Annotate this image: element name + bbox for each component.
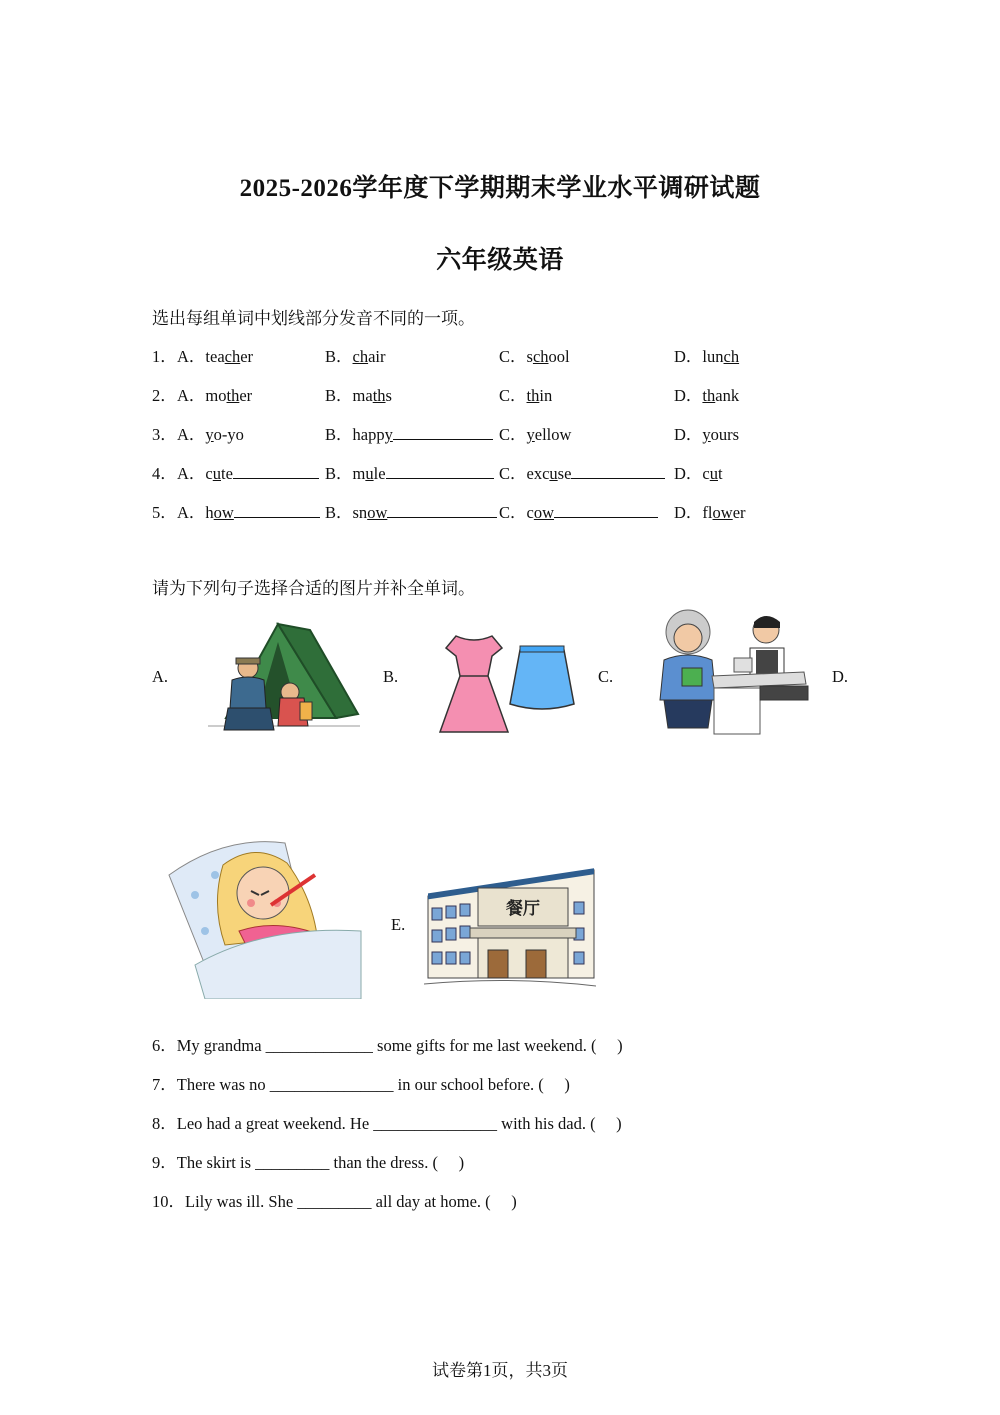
word-part: m xyxy=(352,464,366,483)
option-b[interactable] xyxy=(325,382,392,406)
word-part: fl xyxy=(702,503,713,522)
option-c[interactable] xyxy=(499,421,571,445)
option-label: A． xyxy=(177,425,206,444)
word-part: c xyxy=(205,464,213,483)
option-a[interactable] xyxy=(177,382,252,406)
answer-line xyxy=(571,464,665,479)
option-label: C． xyxy=(499,347,527,366)
underlined-letters: ow xyxy=(213,503,234,522)
word-part: le xyxy=(373,464,386,483)
option-label: D． xyxy=(674,425,703,444)
question-row xyxy=(152,421,852,445)
exam-title: 2025-2026学年度下学期期末学业水平调研试题 xyxy=(239,175,761,202)
question-row xyxy=(152,499,852,523)
option-label: B． xyxy=(325,386,353,405)
underlined-letters: ow xyxy=(712,503,733,522)
question-number: 5． xyxy=(152,503,177,522)
word-part: tea xyxy=(205,347,225,366)
word-part: ma xyxy=(352,386,373,405)
sentence-7: 7．There was no _______________ in our school before. ( ) xyxy=(152,1075,570,1094)
option-label: C． xyxy=(499,425,527,444)
grandma-shopping-picture xyxy=(654,608,810,736)
answer-line xyxy=(387,503,497,518)
question-number: 3． xyxy=(152,425,177,444)
word-part: er xyxy=(732,503,746,522)
option-a[interactable] xyxy=(177,421,244,445)
answer-line xyxy=(234,503,320,518)
word-part: o-yo xyxy=(213,425,244,444)
answer-line xyxy=(554,503,658,518)
option-d[interactable] xyxy=(674,421,739,445)
option-b[interactable] xyxy=(325,499,497,523)
option-c[interactable] xyxy=(499,499,658,523)
option-c[interactable] xyxy=(499,382,552,406)
sentence-6: 6．My grandma _____________ some gifts for me last weekend. ( ) xyxy=(152,1036,623,1055)
picture-label-c: C. xyxy=(598,667,614,686)
option-a[interactable] xyxy=(177,499,320,523)
option-b[interactable] xyxy=(325,343,386,367)
option-label: A． xyxy=(177,503,206,522)
underlined-letters: ow xyxy=(367,503,388,522)
picture-label-d: D. xyxy=(832,667,849,686)
word-part: air xyxy=(368,347,386,366)
option-label: D． xyxy=(674,347,703,366)
page-footer: 试卷第1页，共3页 xyxy=(432,1361,568,1380)
canteen-sign: 餐厅 xyxy=(506,899,540,919)
camping-tent-picture xyxy=(208,622,360,736)
underlined-letters: y xyxy=(526,425,535,444)
option-label: B． xyxy=(325,503,353,522)
word-part: ank xyxy=(715,386,740,405)
word-part: exc xyxy=(526,464,550,483)
word-part: in xyxy=(539,386,553,405)
word-part: te xyxy=(221,464,233,483)
underlined-letters: ow xyxy=(533,503,555,522)
question-number: 4． xyxy=(152,464,177,483)
word-part: lun xyxy=(702,347,724,366)
word-part: ours xyxy=(710,425,740,444)
option-d[interactable] xyxy=(674,460,723,484)
option-c[interactable] xyxy=(499,343,570,367)
sentence-10: 10．Lily was ill. She _________ all day at home. ( ) xyxy=(152,1192,517,1211)
word-part: happ xyxy=(352,425,385,444)
underlined-letters: th xyxy=(372,386,386,405)
underlined-letters: y xyxy=(384,425,393,444)
sick-girl-picture xyxy=(165,835,363,999)
underlined-letters: u xyxy=(549,464,558,483)
option-label: D． xyxy=(674,386,703,405)
word-part: c xyxy=(702,464,710,483)
answer-line xyxy=(386,464,494,479)
option-label: B． xyxy=(325,347,353,366)
option-label: D． xyxy=(674,503,703,522)
option-c[interactable] xyxy=(499,460,665,484)
word-part: mo xyxy=(205,386,227,405)
underlined-letters: th xyxy=(702,386,716,405)
underlined-letters: ch xyxy=(723,347,740,366)
underlined-letters: y xyxy=(205,425,214,444)
underlined-letters: ch xyxy=(352,347,369,366)
exam-subtitle: 六年级英语 xyxy=(436,247,564,274)
question-number: 2． xyxy=(152,386,177,405)
question-row xyxy=(152,460,852,484)
word-part: h xyxy=(205,503,214,522)
dress-and-skirt-picture xyxy=(436,628,576,736)
picture-label-b: B. xyxy=(383,667,399,686)
answer-line xyxy=(233,464,319,479)
word-part: t xyxy=(718,464,723,483)
underlined-letters: u xyxy=(709,464,718,483)
option-label: C． xyxy=(499,464,527,483)
option-label: B． xyxy=(325,425,353,444)
option-label: A． xyxy=(177,347,206,366)
question-row xyxy=(152,343,852,367)
option-b[interactable] xyxy=(325,460,494,484)
word-part: s xyxy=(526,347,533,366)
option-d[interactable] xyxy=(674,343,739,367)
word-part: ool xyxy=(548,347,570,366)
underlined-letters: th xyxy=(526,386,540,405)
option-label: D． xyxy=(674,464,703,483)
question-row xyxy=(152,382,852,406)
option-label: A． xyxy=(177,386,206,405)
word-part: er xyxy=(239,386,253,405)
canteen-building-picture xyxy=(424,866,596,1000)
underlined-letters: ch xyxy=(224,347,241,366)
word-part: er xyxy=(240,347,254,366)
underlined-letters: th xyxy=(226,386,240,405)
picture-label-e: E. xyxy=(391,915,406,934)
word-part: s xyxy=(385,386,392,405)
section1-instruction: 选出每组单词中划线部分发音不同的一项。 xyxy=(152,309,475,329)
option-a[interactable] xyxy=(177,343,253,367)
answer-line xyxy=(393,425,493,440)
word-part: sn xyxy=(352,503,368,522)
option-label: B． xyxy=(325,464,353,483)
picture-label-a: A. xyxy=(152,667,169,686)
option-a[interactable] xyxy=(177,460,319,484)
underlined-letters: u xyxy=(365,464,374,483)
sentence-9: 9．The skirt is _________ than the dress. ( ) xyxy=(152,1153,465,1172)
word-part: c xyxy=(526,503,534,522)
underlined-letters: y xyxy=(702,425,711,444)
option-d[interactable] xyxy=(674,382,739,406)
question-number: 1． xyxy=(152,347,177,366)
underlined-letters: u xyxy=(212,464,221,483)
section2-instruction: 请为下列句子选择合适的图片并补全单词。 xyxy=(152,579,475,599)
word-part: ellow xyxy=(534,425,572,444)
option-label: C． xyxy=(499,386,527,405)
option-label: C． xyxy=(499,503,527,522)
underlined-letters: ch xyxy=(532,347,549,366)
option-label: A． xyxy=(177,464,206,483)
option-d[interactable] xyxy=(674,499,746,523)
sentence-8: 8．Leo had a great weekend. He _______________ with his dad. ( ) xyxy=(152,1114,622,1133)
option-b[interactable] xyxy=(325,421,493,445)
word-part: se xyxy=(557,464,572,483)
